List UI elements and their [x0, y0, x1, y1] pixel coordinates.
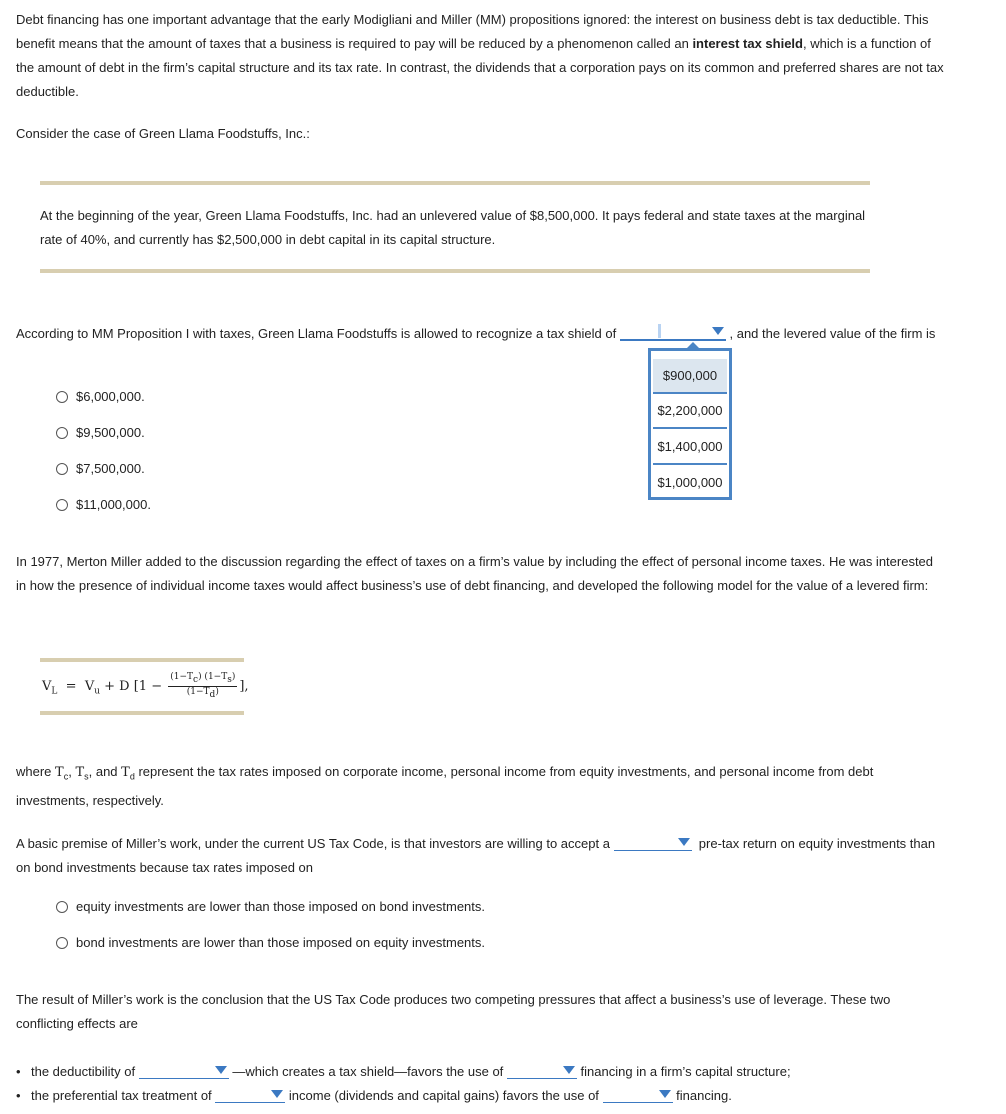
favored-financing-dropdown-2[interactable] — [603, 1086, 673, 1103]
q1-radio-option[interactable]: $7,500,000. — [56, 460, 145, 478]
text-cursor — [658, 324, 661, 338]
chevron-down-icon — [563, 1066, 575, 1074]
radio-button[interactable] — [56, 427, 68, 439]
list-item: • the preferential tax treatment of income (dividends and capital gains) favors the use of financing. — [16, 1084, 976, 1108]
intro-paragraph: Debt financing has one important advantage that the early Modigliani and Miller (MM) propositions ignored: the interest on business debt is tax deductible. This benefit means that the amount of taxes that a business is required to pay will be reduced by a phenomenon called an interest tax shield, which is a function of the amount of debt in the firm’s capital structure and its tax rate. In contrast, the dividends that a corporation pays on its common and preferred shares are not tax deductible. — [16, 12, 944, 99]
case-box-text: At the beginning of the year, Green Llama Foodstuffs, Inc. had an unlevered value of $8,500,000. It pays federal and state taxes at the marginal rate of 40%, and currently has $2,500,000 in debt capital in its capital structure. — [40, 208, 866, 247]
list-item: • the deductibility of —which creates a tax shield—favors the use of financing in a firm’s capital structure; — [16, 1060, 976, 1084]
return-comparison-dropdown[interactable] — [614, 834, 692, 851]
dropdown-option[interactable]: $2,200,000 — [653, 394, 727, 429]
miller-intro: In 1977, Merton Miller added to the discussion regarding the effect of taxes on a firm’s value by including the effect of personal income taxes. He was interested in how the presence of individual income taxes would affect business’s use of debt financing, and developed the following model for the value of a levered firm: — [16, 554, 934, 593]
radio-button[interactable] — [56, 391, 68, 403]
conflicting-effects-list — [16, 1060, 976, 1108]
tax-shield-dropdown[interactable] — [620, 323, 726, 341]
chevron-down-icon — [659, 1090, 671, 1098]
dropdown-option[interactable]: $1,000,000 — [657, 475, 723, 490]
tax-shield-dropdown-menu — [648, 348, 732, 500]
formula-top-rule — [40, 658, 244, 662]
tax-rate-definitions: where $T_c$, $T_s$, and $T_d$ represent the tax rates imposed on corporate income, personal income from equity investments, and personal income from debt investments, respectively. — [16, 764, 874, 808]
dropdown-option[interactable]: $1,400,000 — [653, 430, 727, 465]
chevron-down-icon — [271, 1090, 283, 1098]
radio-button[interactable] — [56, 499, 68, 511]
deductible-item-dropdown[interactable] — [139, 1062, 229, 1079]
chevron-down-icon — [215, 1066, 227, 1074]
favored-financing-dropdown-1[interactable] — [507, 1062, 577, 1079]
radio-button[interactable] — [56, 937, 68, 949]
q3-prompt: The result of Miller’s work is the conclusion that the US Tax Code produces two competing pressures that affect a business’s use of leverage. These two conflicting effects are — [16, 992, 891, 1031]
chevron-down-icon — [678, 838, 690, 846]
chevron-down-icon — [712, 327, 724, 335]
q1-radio-option[interactable]: $6,000,000. — [56, 388, 145, 406]
q2-radio-option[interactable]: equity investments are lower than those imposed on bond investments. — [56, 898, 485, 916]
radio-button[interactable] — [56, 463, 68, 475]
q2-prompt: A basic premise of Miller’s work, under the current US Tax Code, is that investors are willing to accept a pre-tax return on equity investments than on bond investments because tax rates imposed on — [16, 836, 936, 875]
interest-tax-shield-term: interest tax shield — [692, 36, 803, 51]
q1-radio-option[interactable]: $11,000,000. — [56, 496, 151, 514]
dropdown-option[interactable]: $900,000 — [653, 359, 727, 394]
q2-radio-option[interactable]: bond investments are lower than those imposed on equity investments. — [56, 934, 485, 952]
q1-radio-option[interactable]: $9,500,000. — [56, 424, 145, 442]
case-box-bottom-rule — [40, 269, 870, 273]
radio-button[interactable] — [56, 901, 68, 913]
case-intro: Consider the case of Green Llama Foodstuffs, Inc.: — [16, 126, 310, 141]
q1-prompt: According to MM Proposition I with taxes, Green Llama Foodstuffs is allowed to recognize a tax shield of , and the levered value of the firm is — [16, 322, 946, 346]
preferential-income-dropdown[interactable] — [215, 1086, 285, 1103]
miller-formula: $V_L = V_u + D$ [1 − $\frac{(1-T_c) (1-T_s)}{(1-T_d)}$ ], — [42, 672, 249, 700]
case-box-top-rule — [40, 181, 870, 185]
formula-fraction: $\frac{(1-T_c) (1-T_s)}{(1-T_d)}$ — [170, 672, 236, 700]
formula-bottom-rule — [40, 711, 244, 715]
